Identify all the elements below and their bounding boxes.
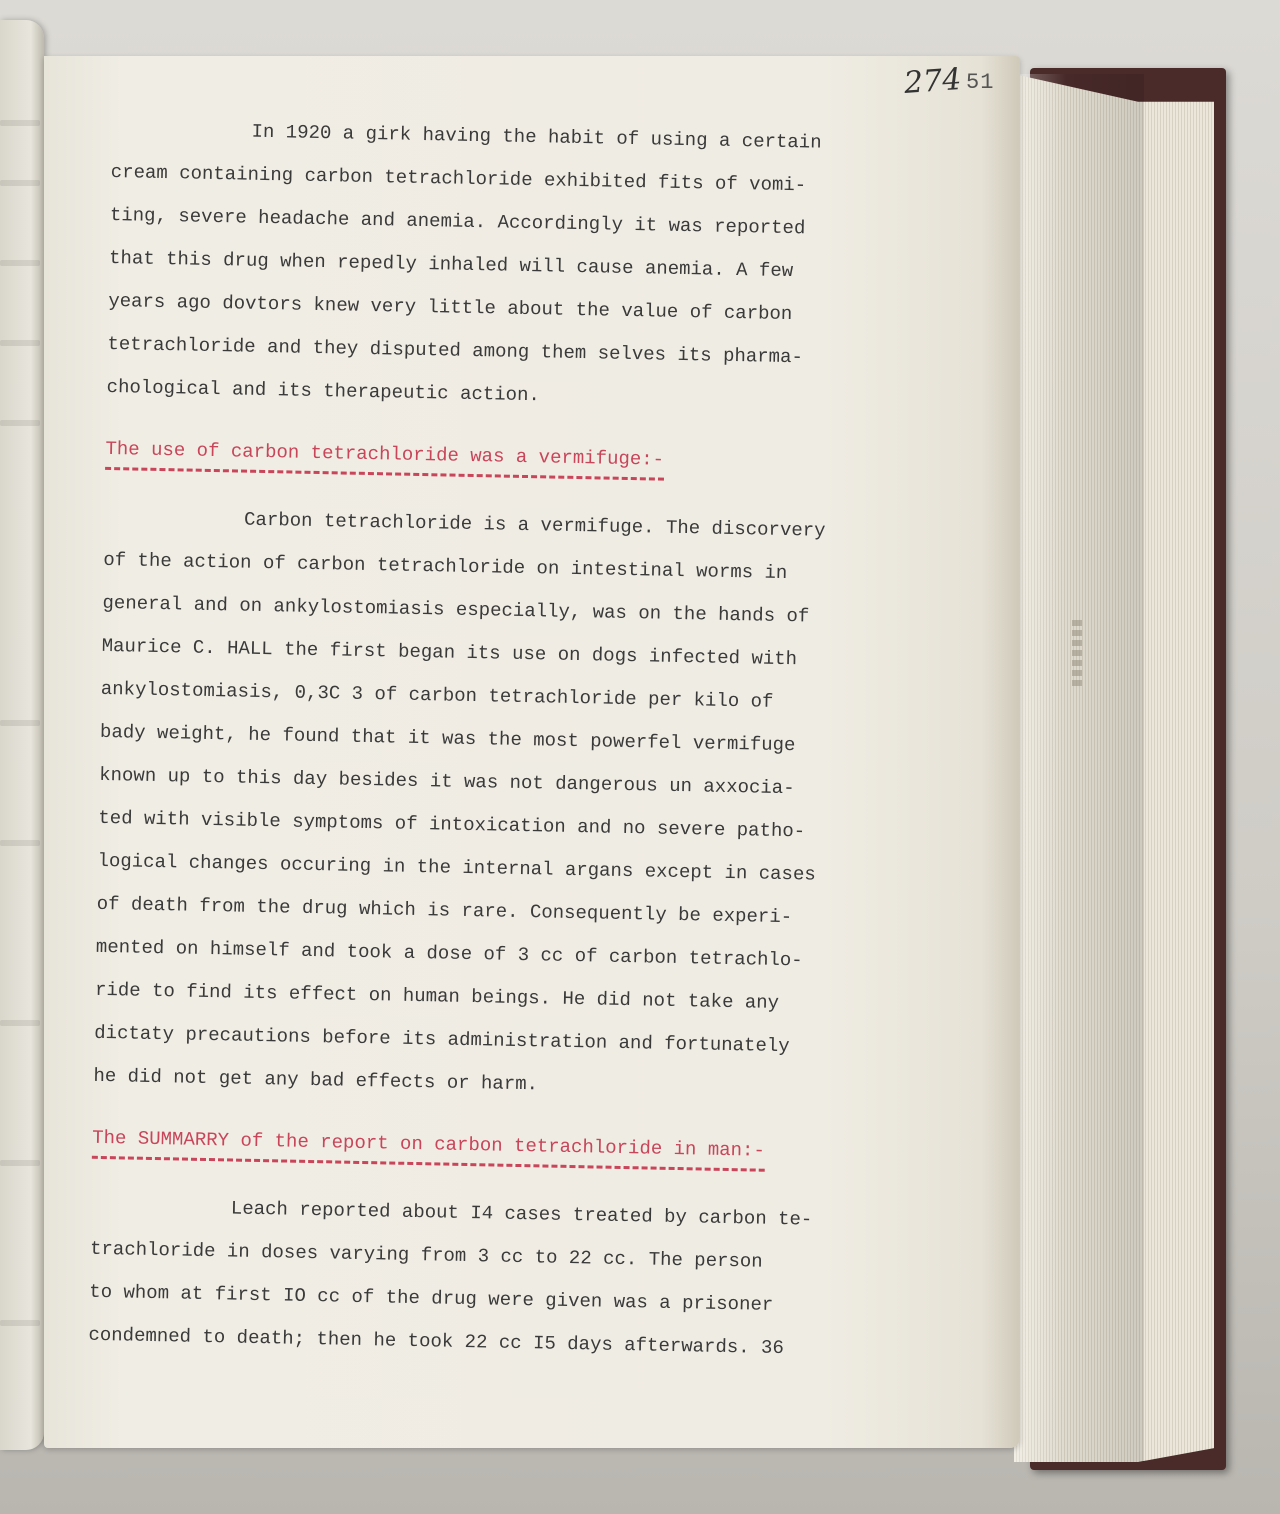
- paragraph-line: In 1920 a girk having the habit of using a certain: [251, 120, 822, 154]
- paragraph-line: he did not get any bad effects or harm.: [93, 1064, 539, 1096]
- page-stack-mark: [1072, 620, 1082, 690]
- paragraph-line: bady weight, he found that it was the most powerfel vermifuge: [99, 720, 796, 757]
- paragraph-line: ting, severe headache and anemia. Accordingly it was reported: [109, 203, 806, 240]
- paragraph-line: ted with visible symptoms of intoxication and no severe patho-: [98, 806, 806, 843]
- paragraph-line: years ago dovtors knew very little about the value of carbon: [108, 289, 793, 326]
- page-stack-shade: [1014, 74, 1144, 1462]
- paragraph-line: of death from the drug which is rare. Consequently be experi-: [96, 892, 793, 929]
- section-heading: The SUMMARRY of the report on carbon tetrachloride in man:-: [92, 1120, 765, 1172]
- paragraph-line: that this drug when repedly inhaled will cause anemia. A few: [108, 246, 794, 283]
- paragraph-line: condemned to death; then he took 22 cc I5 days afterwards. 36: [88, 1323, 785, 1360]
- paragraph-line: Carbon tetrachloride is a vermifuge. The discorvery: [243, 508, 826, 542]
- paragraph-line: chological and its therapeutic action.: [106, 375, 541, 407]
- paragraph-line: to whom at first IO cc of the drug were given was a prisoner: [89, 1280, 774, 1316]
- paragraph-line: ankylostomiasis, 0,3C 3 of carbon tetrachloride per kilo of: [100, 677, 774, 713]
- paragraph-line: general and on ankylostomiasis especially, was on the hands of: [102, 591, 810, 628]
- paragraph-line: of the action of carbon tetrachloride on intestinal worms in: [103, 548, 788, 585]
- paragraph-line: Maurice C. HALL the first began its use on dogs infected with: [101, 634, 798, 671]
- paragraph-line: known up to this day besides it was not dangerous un axxocia-: [98, 763, 795, 800]
- paragraph-line: logical changes occuring in the internal argans except in cases: [97, 849, 816, 886]
- paragraph-line: mented on himself and took a dose of 3 cc of carbon tetrachlo-: [95, 935, 803, 972]
- paragraph-line: ride to find its effect on human beings. He did not take any: [94, 978, 780, 1014]
- section-heading: The use of carbon tetrachloride was a vermifuge:-: [105, 431, 664, 481]
- paragraph-line: tetrachloride and they disputed among them selves its pharma-: [107, 332, 804, 369]
- typed-text: [88, 108, 972, 1373]
- paragraph-line: cream containing carbon tetrachloride exhibited fits of vomi-: [110, 160, 807, 197]
- paragraph-line: dictaty precautions before its administration and fortunately: [94, 1021, 790, 1058]
- paragraph-line: Leach reported about I4 cases treated by carbon te-: [230, 1197, 813, 1231]
- handwritten-page-number: 274: [902, 62, 963, 101]
- page-number: 51: [966, 70, 995, 95]
- paragraph-line: trachloride in doses varying from 3 cc to 22 cc. The person: [89, 1237, 763, 1273]
- left-page-edge: [0, 20, 44, 1450]
